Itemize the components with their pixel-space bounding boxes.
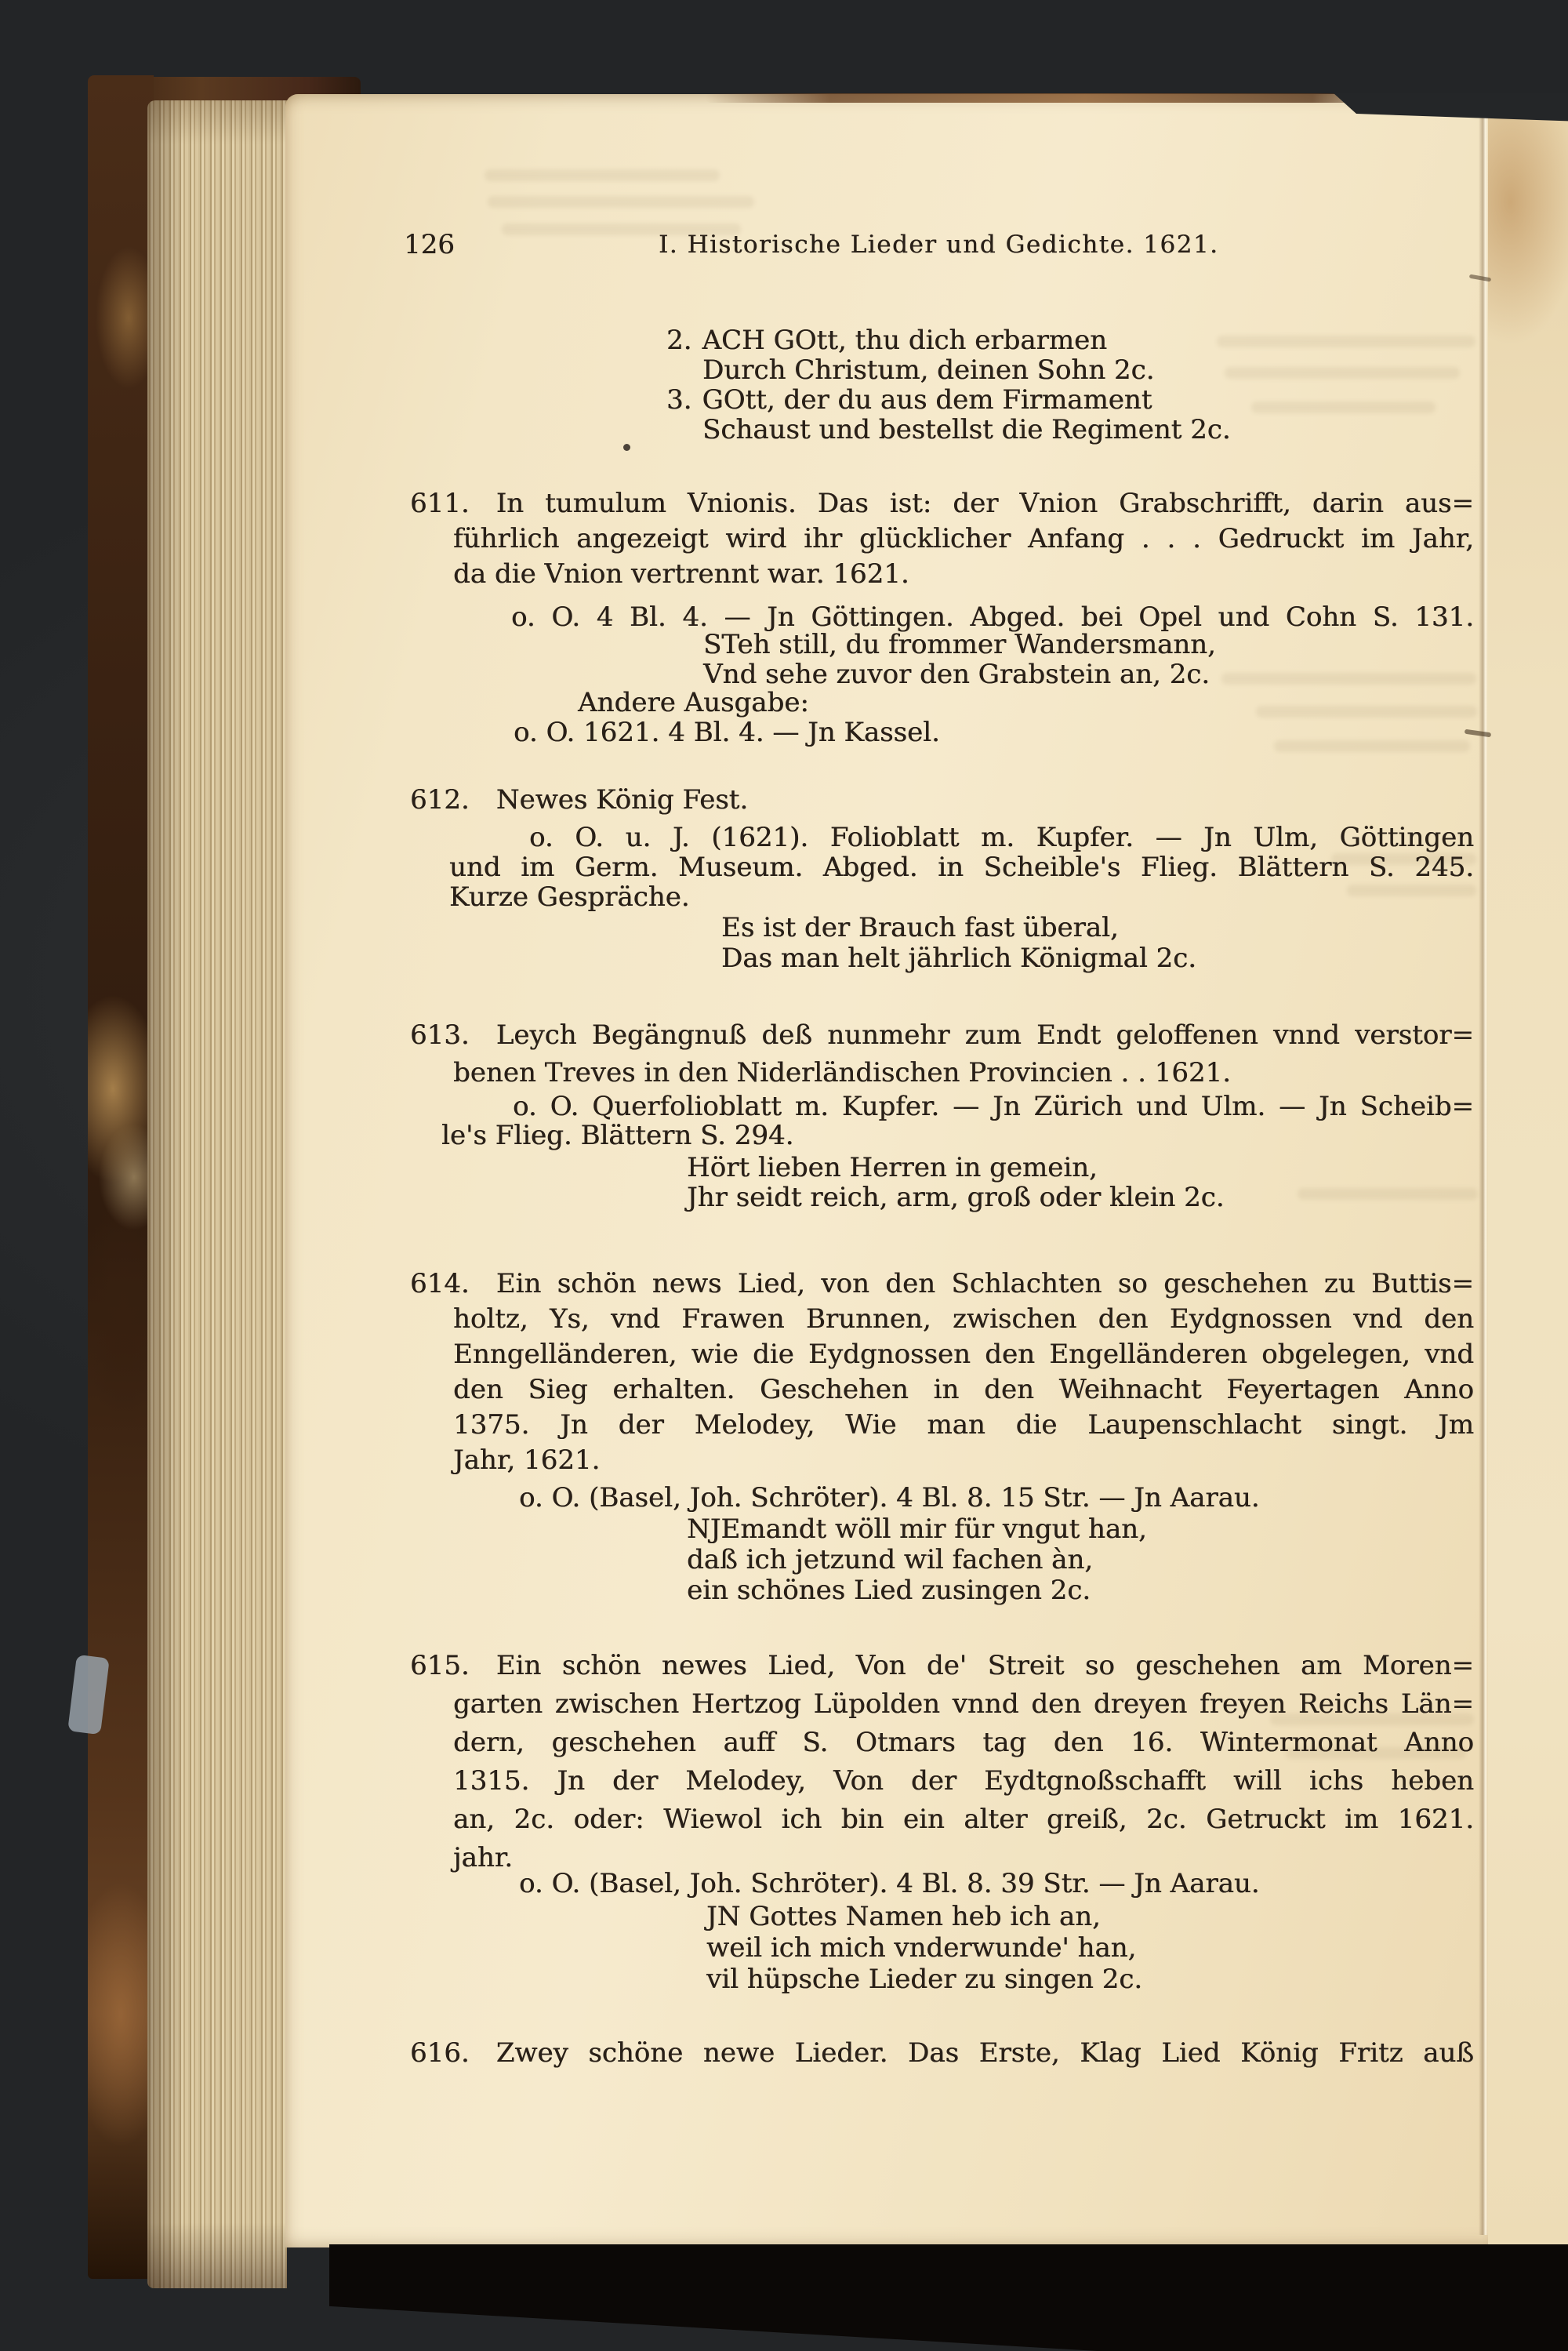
entry-615-title	[410, 1647, 1474, 1877]
page-number: 126	[404, 229, 455, 260]
line-text: 1315. Jn der Melodey, Von der Eydtgnoßschafft will ichs heben	[453, 1765, 1474, 1797]
entry-614-title	[410, 1266, 1474, 1478]
entry-615-verse	[706, 1901, 1142, 1995]
line-text: Andere Ausgabe:	[578, 687, 809, 718]
entry-613-bibliography	[410, 1092, 1474, 1150]
line-text: NJEmandt wöll mir für vngut han,	[687, 1513, 1147, 1545]
line-text: le's Flieg. Blättern S. 294.	[441, 1120, 794, 1151]
entry-611-bibliography-line-1	[511, 602, 1474, 632]
entry-613-title-line-1	[410, 1016, 1474, 1054]
line-text: da die Vnion vertrennt war. 1621.	[453, 558, 909, 590]
line-text: 1375. Jn der Melodey, Wie man die Laupenschlacht singt. Jm	[453, 1409, 1474, 1441]
line-text: o. O. u. J. (1621). Folioblatt m. Kupfer. — Jn Ulm, Göttingen	[529, 822, 1474, 853]
entry-611-bibliography-2-line-1	[514, 718, 940, 747]
line-text: garten zwischen Hertzog Lüpolden vnnd den dreyen freyen Reichs Län=	[453, 1688, 1474, 1720]
line-text: STeh still, du frommer Wandersmann,	[703, 629, 1216, 660]
intro-verse-block-line-3	[666, 385, 1231, 415]
entry-613-verse-line-1	[687, 1153, 1225, 1183]
entry-611-bibliography-2	[514, 718, 940, 747]
entry-612-title-line-1	[410, 784, 748, 816]
entry-614-title-line-1	[410, 1266, 1474, 1302]
entry-613-verse-line-2	[687, 1183, 1225, 1212]
intro-verse-block	[666, 325, 1231, 445]
line-text: ACH GOtt, thu dich erbarmen	[702, 325, 1108, 356]
entry-613-title	[410, 1016, 1474, 1092]
line-text: GOtt, der du aus dem Firmament	[702, 384, 1152, 416]
line-text: o. O. 4 Bl. 4. — Jn Göttingen. Abged. bei Opel und Cohn S. 131.	[511, 601, 1474, 633]
line-text: Enngelländeren, wie die Eydgnossen den Engelländeren obgelegen, vnd	[453, 1339, 1474, 1370]
running-header: I. Historische Lieder und Gedichte. 1621.	[659, 231, 1219, 259]
entry-615-title-line-1	[410, 1647, 1474, 1685]
intro-verse-block-line-2	[702, 355, 1231, 385]
entry-613-verse	[687, 1153, 1225, 1212]
entry-611-note-line-1	[578, 688, 809, 718]
entry-615-bibliography	[519, 1869, 1260, 1899]
line-text: an, 2c. oder: Wiewol ich bin ein alter greiß, 2c. Getruckt im 1621.	[453, 1804, 1474, 1835]
line-text: dern, geschehen auff S. Otmars tag den 16. Wintermonat Anno	[453, 1727, 1474, 1758]
entry-615-title-line-4	[453, 1762, 1474, 1800]
entry-615-verse-line-1	[706, 1901, 1142, 1932]
entry-number: 616.	[410, 2037, 470, 2069]
entry-611-note	[578, 688, 809, 718]
entry-615-title-line-3	[453, 1724, 1474, 1762]
entry-611-title-line-2	[453, 521, 1474, 557]
line-text: und im Germ. Museum. Abged. in Scheible's Flieg. Blättern S. 245.	[449, 852, 1474, 883]
entry-number: 3.	[666, 384, 692, 416]
entry-613-bibliography-line-1	[513, 1092, 1474, 1121]
entry-616-title	[410, 2036, 1474, 2071]
entry-613-title-line-2	[453, 1054, 1474, 1092]
entry-615-title-line-2	[453, 1685, 1474, 1724]
intro-verse-block-line-4	[702, 415, 1231, 445]
entry-612-title	[410, 784, 748, 816]
entry-614-bibliography	[519, 1483, 1260, 1513]
entry-611-verse-line-2	[703, 660, 1216, 689]
entry-612-bibliography-line-3	[449, 882, 1474, 912]
entry-614-verse-line-1	[687, 1514, 1147, 1545]
entry-612-bibliography	[410, 823, 1474, 912]
entry-615-title-line-5	[453, 1800, 1474, 1839]
entry-611-title	[410, 486, 1474, 592]
line-text: o. O. (Basel, Joh. Schröter). 4 Bl. 8. 39 Str. — Jn Aarau.	[519, 1868, 1260, 1899]
line-text: Jahr, 1621.	[453, 1444, 601, 1476]
entry-number: 611.	[410, 488, 470, 519]
line-text: benen Treves in den Niderländischen Provincien . . 1621.	[453, 1057, 1231, 1088]
line-text: Kurze Gespräche.	[449, 881, 690, 913]
line-text: o. O. Querfolioblatt m. Kupfer. — Jn Zürich und Ulm. — Jn Scheib=	[513, 1091, 1474, 1122]
entry-612-verse-line-1	[721, 913, 1196, 943]
entry-614-title-line-6	[453, 1443, 1474, 1478]
line-text: o. O. (Basel, Joh. Schröter). 4 Bl. 8. 15 Str. — Jn Aarau.	[519, 1482, 1260, 1513]
line-text: vil hüpsche Lieder zu singen 2c.	[706, 1964, 1143, 1995]
line-text: Hört lieben Herren in gemein,	[687, 1152, 1098, 1183]
entry-612-bibliography-line-1	[529, 823, 1474, 852]
line-text: den Sieg erhalten. Geschehen in den Weihnacht Feyertagen Anno	[453, 1374, 1474, 1405]
line-text: Es ist der Brauch fast überal,	[721, 912, 1119, 943]
line-text: o. O. 1621. 4 Bl. 4. — Jn Kassel.	[514, 717, 940, 748]
entry-611-verse-line-1	[703, 630, 1216, 660]
line-text: Vnd sehe zuvor den Grabstein an, 2c.	[703, 659, 1210, 690]
line-text: Das man helt jährlich Königmal 2c.	[721, 943, 1196, 974]
entry-number: 612.	[410, 784, 470, 816]
line-text: Ein schön newes Lied, Von de' Streit so geschehen am Moren=	[495, 1650, 1474, 1681]
entry-number: 2.	[666, 325, 692, 356]
entry-611-bibliography	[410, 602, 1474, 632]
entry-612-verse	[721, 913, 1196, 974]
entry-614-title-line-2	[453, 1302, 1474, 1337]
entry-614-verse-line-3	[687, 1575, 1147, 1606]
entry-615-verse-line-3	[706, 1964, 1142, 1995]
line-text: Jhr seidt reich, arm, groß oder klein 2c.	[687, 1182, 1225, 1213]
line-text: ein schönes Lied zusingen 2c.	[687, 1575, 1091, 1606]
line-text: holtz, Ys, vnd Frawen Brunnen, zwischen den Eydgnossen vnd den	[453, 1303, 1474, 1335]
line-text: weil ich mich vnderwunde' han,	[706, 1932, 1137, 1964]
line-text: jahr.	[453, 1842, 514, 1873]
line-text: Newes König Fest.	[495, 784, 749, 816]
entry-615-verse-line-2	[706, 1932, 1142, 1964]
entry-614-title-line-3	[453, 1337, 1474, 1372]
entry-number: 615.	[410, 1650, 470, 1681]
entry-613-bibliography-line-2	[441, 1121, 1474, 1150]
entry-614-bibliography-line-1	[519, 1483, 1260, 1513]
entry-614-title-line-4	[453, 1372, 1474, 1408]
entry-number: 614.	[410, 1268, 470, 1299]
line-text: Zwey schöne newe Lieder. Das Erste, Klag Lied König Fritz auß	[495, 2037, 1474, 2069]
line-text: In tumulum Vnionis. Das ist: der Vnion Grabschrifft, darin aus=	[495, 488, 1474, 519]
line-text: Leych Begängnuß deß nunmehr zum Endt geloffenen vnnd verstor=	[495, 1019, 1474, 1051]
entry-611-title-line-1	[410, 486, 1474, 521]
line-text: führlich angezeigt wird ihr glücklicher Anfang . . . Gedruckt im Jahr,	[453, 523, 1474, 554]
entry-614-verse-line-2	[687, 1545, 1147, 1575]
entry-614-title-line-5	[453, 1408, 1474, 1443]
line-text: JN Gottes Namen heb ich an,	[706, 1901, 1101, 1932]
entry-616-title-line-1	[410, 2036, 1474, 2071]
intro-verse-block-line-1	[666, 325, 1231, 355]
entry-number: 613.	[410, 1019, 470, 1051]
line-text: Ein schön news Lied, von den Schlachten so geschehen zu Buttis=	[495, 1268, 1474, 1299]
entry-611-title-line-3	[453, 557, 1474, 592]
entry-612-verse-line-2	[721, 943, 1196, 974]
line-text: Schaust und bestellst die Regiment 2c.	[702, 414, 1231, 445]
entry-614-verse	[687, 1514, 1147, 1606]
entry-615-bibliography-line-1	[519, 1869, 1260, 1899]
line-text: Durch Christum, deinen Sohn 2c.	[702, 354, 1155, 386]
line-text: daß ich jetzund wil fachen àn,	[687, 1544, 1094, 1575]
entry-611-verse	[703, 630, 1216, 689]
entry-612-bibliography-line-2	[449, 852, 1474, 882]
